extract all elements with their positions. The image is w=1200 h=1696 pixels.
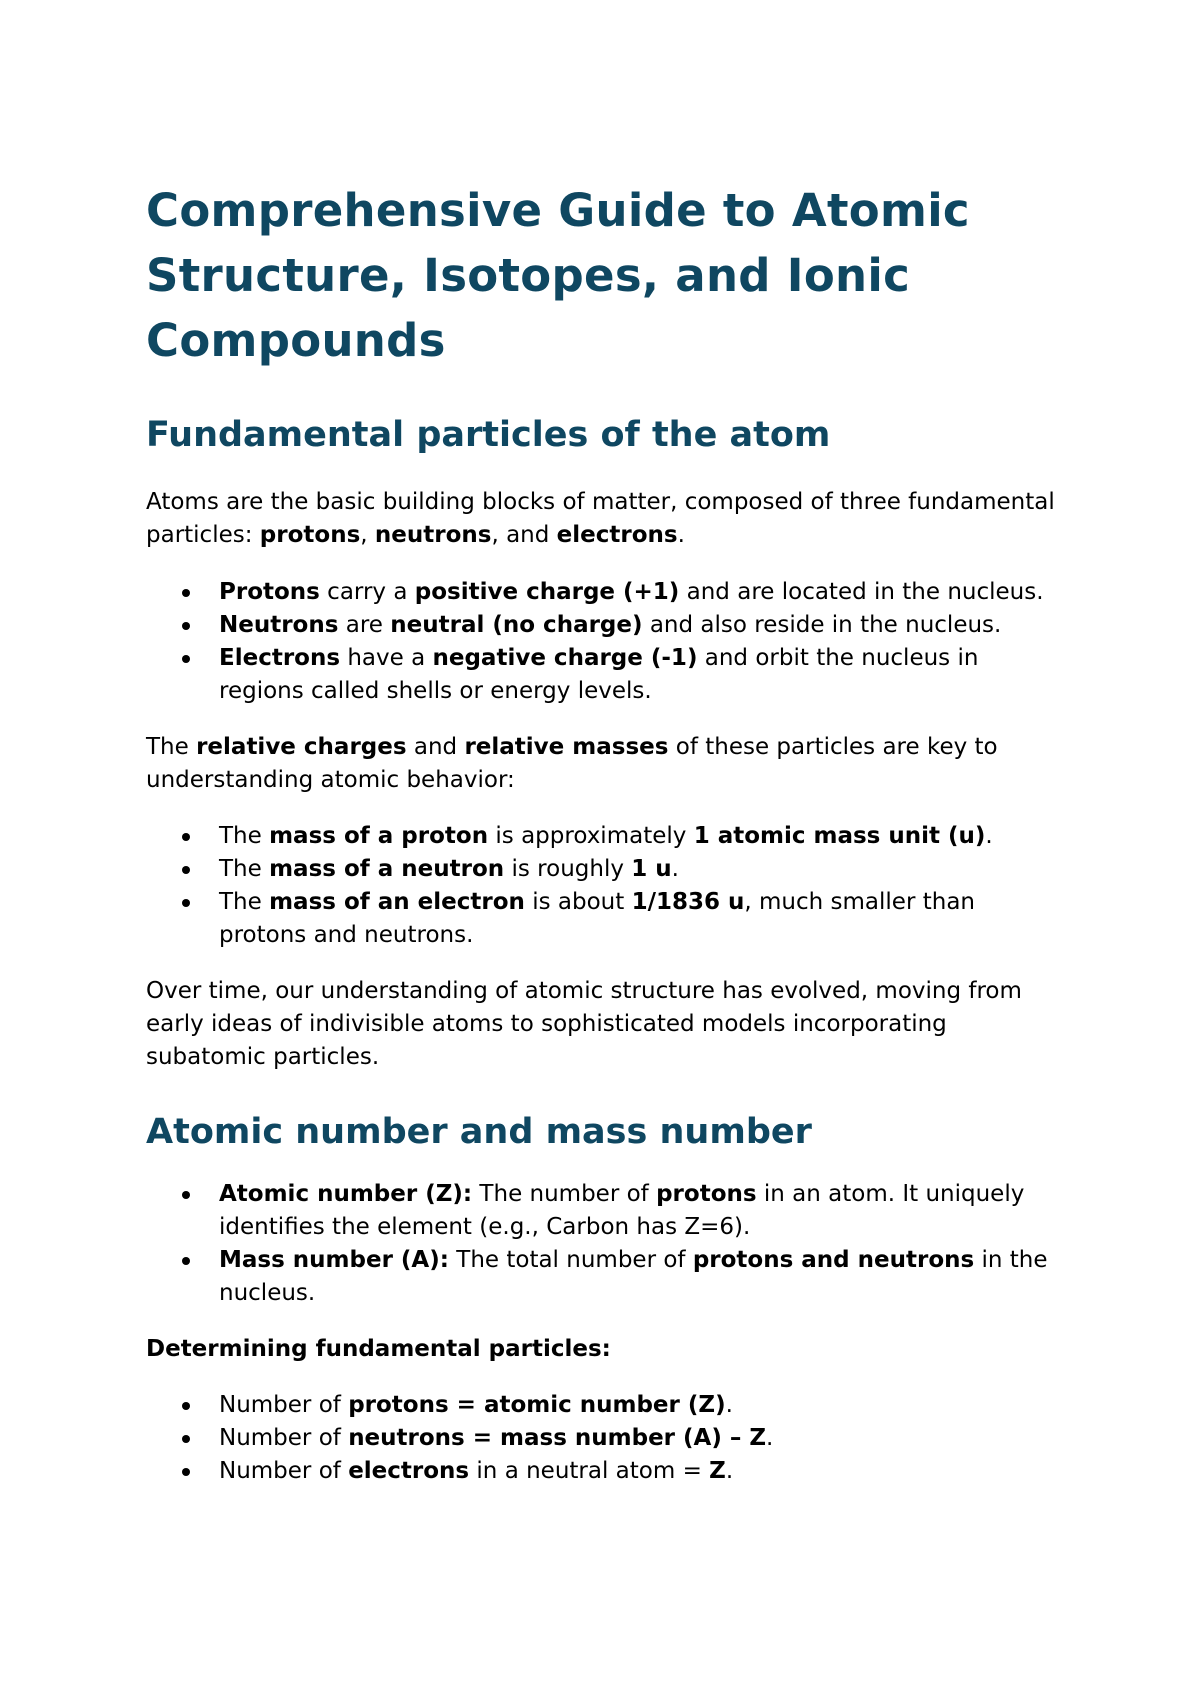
list-item-electron-mass: The mass of an electron is about 1/1836 u, much smaller than protons and neutrons.	[146, 886, 1066, 952]
bullet-icon	[182, 1435, 190, 1443]
bullet-icon	[182, 1402, 190, 1410]
document-title: Comprehensive Guide to Atomic Structure, Isotopes, and Ionic Compounds	[146, 184, 970, 367]
section-heading-fundamental-particles: Fundamental particles of the atom	[146, 415, 831, 455]
list-item-neutrons-rule: Number of neutrons = mass number (A) – Z.	[146, 1422, 1066, 1455]
document-body	[146, 178, 1066, 1488]
bullet-icon	[182, 589, 190, 597]
closing-paragraph: Over time, our understanding of atomic structure has evolved, moving from early ideas of indivisible atoms to sophisticated models incorporating subatomic particles.	[146, 978, 1022, 1070]
list-item-protons: Protons carry a positive charge (+1) and are located in the nucleus.	[146, 576, 1066, 609]
bullet-icon	[182, 655, 190, 663]
mass-list	[146, 820, 1066, 952]
bullet-icon	[182, 1468, 190, 1476]
particle-list	[146, 576, 1066, 708]
list-item-proton-mass: The mass of a proton is approximately 1 atomic mass unit (u).	[146, 820, 1066, 853]
list-item-mass-number: Mass number (A): The total number of protons and neutrons in the nucleus.	[146, 1244, 1066, 1310]
bullet-icon	[182, 1191, 190, 1199]
bullet-icon	[182, 833, 190, 841]
definition-list	[146, 1178, 1066, 1310]
intro-paragraph: Atoms are the basic building blocks of matter, composed of three fundamental particles: protons, neutrons, and electrons.	[146, 489, 1055, 548]
list-item-atomic-number: Atomic number (Z): The number of protons in an atom. It uniquely identifies the element (e.g., Carbon has Z=6).	[146, 1178, 1066, 1244]
bullet-icon	[182, 622, 190, 630]
list-item-protons-rule: Number of protons = atomic number (Z).	[146, 1389, 1066, 1422]
list-item-electrons-rule: Number of electrons in a neutral atom = Z.	[146, 1455, 1066, 1488]
relative-paragraph: The relative charges and relative masses of these particles are key to understanding atomic behavior:	[146, 734, 998, 793]
list-item-neutron-mass: The mass of a neutron is roughly 1 u.	[146, 853, 1066, 886]
list-item-neutrons: Neutrons are neutral (no charge) and also reside in the nucleus.	[146, 609, 1066, 642]
determining-label: Determining fundamental particles:	[146, 1336, 611, 1362]
list-item-electrons: Electrons have a negative charge (-1) and orbit the nucleus in regions called shells or energy levels.	[146, 642, 1066, 708]
bullet-icon	[182, 1257, 190, 1265]
section-heading-atomic-number: Atomic number and mass number	[146, 1112, 812, 1152]
bullet-icon	[182, 866, 190, 874]
rules-list	[146, 1389, 1066, 1488]
bullet-icon	[182, 899, 190, 907]
